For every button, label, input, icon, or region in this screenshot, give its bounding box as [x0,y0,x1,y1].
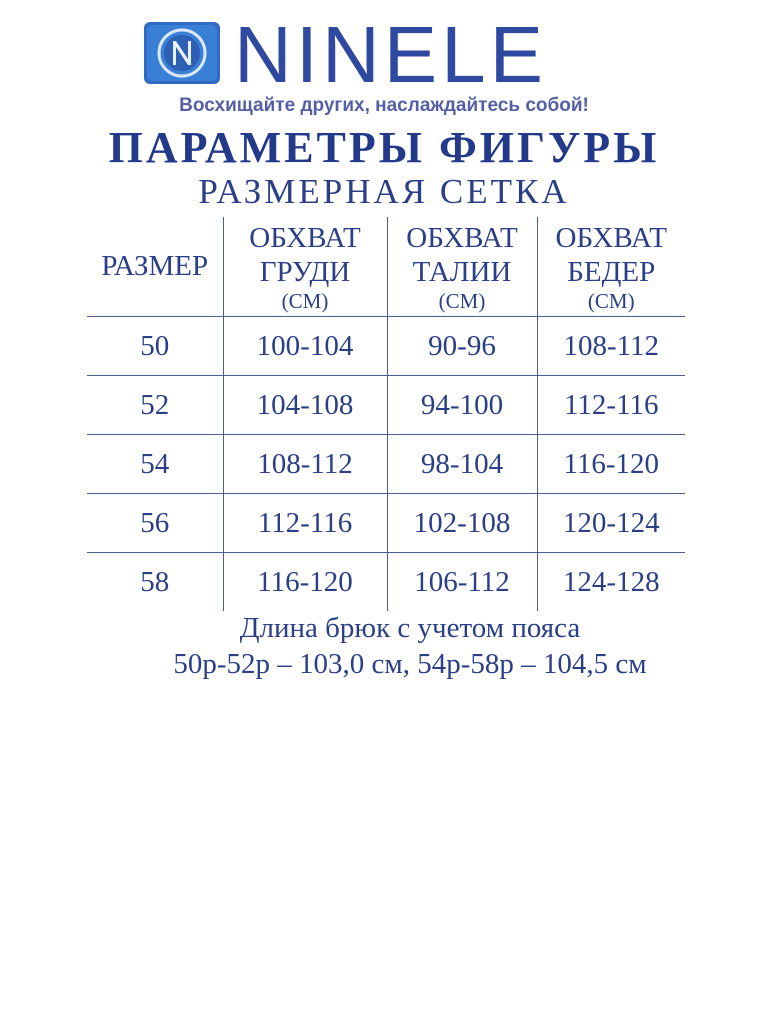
header-waist-unit: (СМ) [438,288,486,313]
cell-chest: 112-116 [223,494,387,553]
cell-chest: 108-112 [223,435,387,494]
table-row [87,317,685,376]
header-chest [223,217,387,317]
page-subtitle: РАЗМЕРНАЯ СЕТКА [198,172,570,211]
header-size-label: РАЗМЕР [101,250,209,282]
cell-waist: 98-104 [387,435,537,494]
cell-size: 50 [87,317,223,376]
cell-waist: 102-108 [387,494,537,553]
header-chest-line1: ОБХВАТ [249,221,361,254]
cell-hips: 108-112 [537,317,685,376]
cell-chest: 116-120 [223,553,387,612]
header-hips [537,217,685,317]
trouser-length-note-title: Длина брюк с учетом пояса [239,612,581,644]
header-hips-line2: БЕДЕР [567,255,656,288]
header-hips-unit: (СМ) [587,288,635,313]
brand-name: NINELE [234,10,547,99]
cell-chest: 100-104 [223,317,387,376]
cell-size: 56 [87,494,223,553]
size-table [87,217,685,611]
table-row [87,553,685,612]
cell-hips: 112-116 [537,376,685,435]
cell-size: 52 [87,376,223,435]
cell-hips: 124-128 [537,553,685,612]
trouser-length-note-values: 50р-52р – 103,0 см, 54р-58р – 104,5 см [173,648,647,680]
cell-chest: 104-108 [223,376,387,435]
table-row [87,494,685,553]
cell-size: 58 [87,553,223,612]
header-chest-line2: ГРУДИ [259,255,351,288]
cell-waist: 106-112 [387,553,537,612]
header-hips-line1: ОБХВАТ [555,221,667,254]
table-header-row [87,217,685,317]
header-waist [387,217,537,317]
cell-waist: 90-96 [387,317,537,376]
table-row [87,435,685,494]
table-row [87,376,685,435]
ninele-n-logo-icon [144,22,220,84]
brand-header [142,10,642,99]
cell-waist: 94-100 [387,376,537,435]
header-waist-line1: ОБХВАТ [406,221,518,254]
cell-hips: 116-120 [537,435,685,494]
header-chest-unit: (СМ) [281,288,329,313]
brand-tagline: Восхищайте других, наслаждайтесь собой! [179,95,589,116]
page-title: ПАРАМЕТРЫ ФИГУРЫ [108,123,660,172]
cell-hips: 120-124 [537,494,685,553]
cell-size: 54 [87,435,223,494]
header-size [87,217,223,317]
header-waist-line2: ТАЛИИ [412,255,512,288]
